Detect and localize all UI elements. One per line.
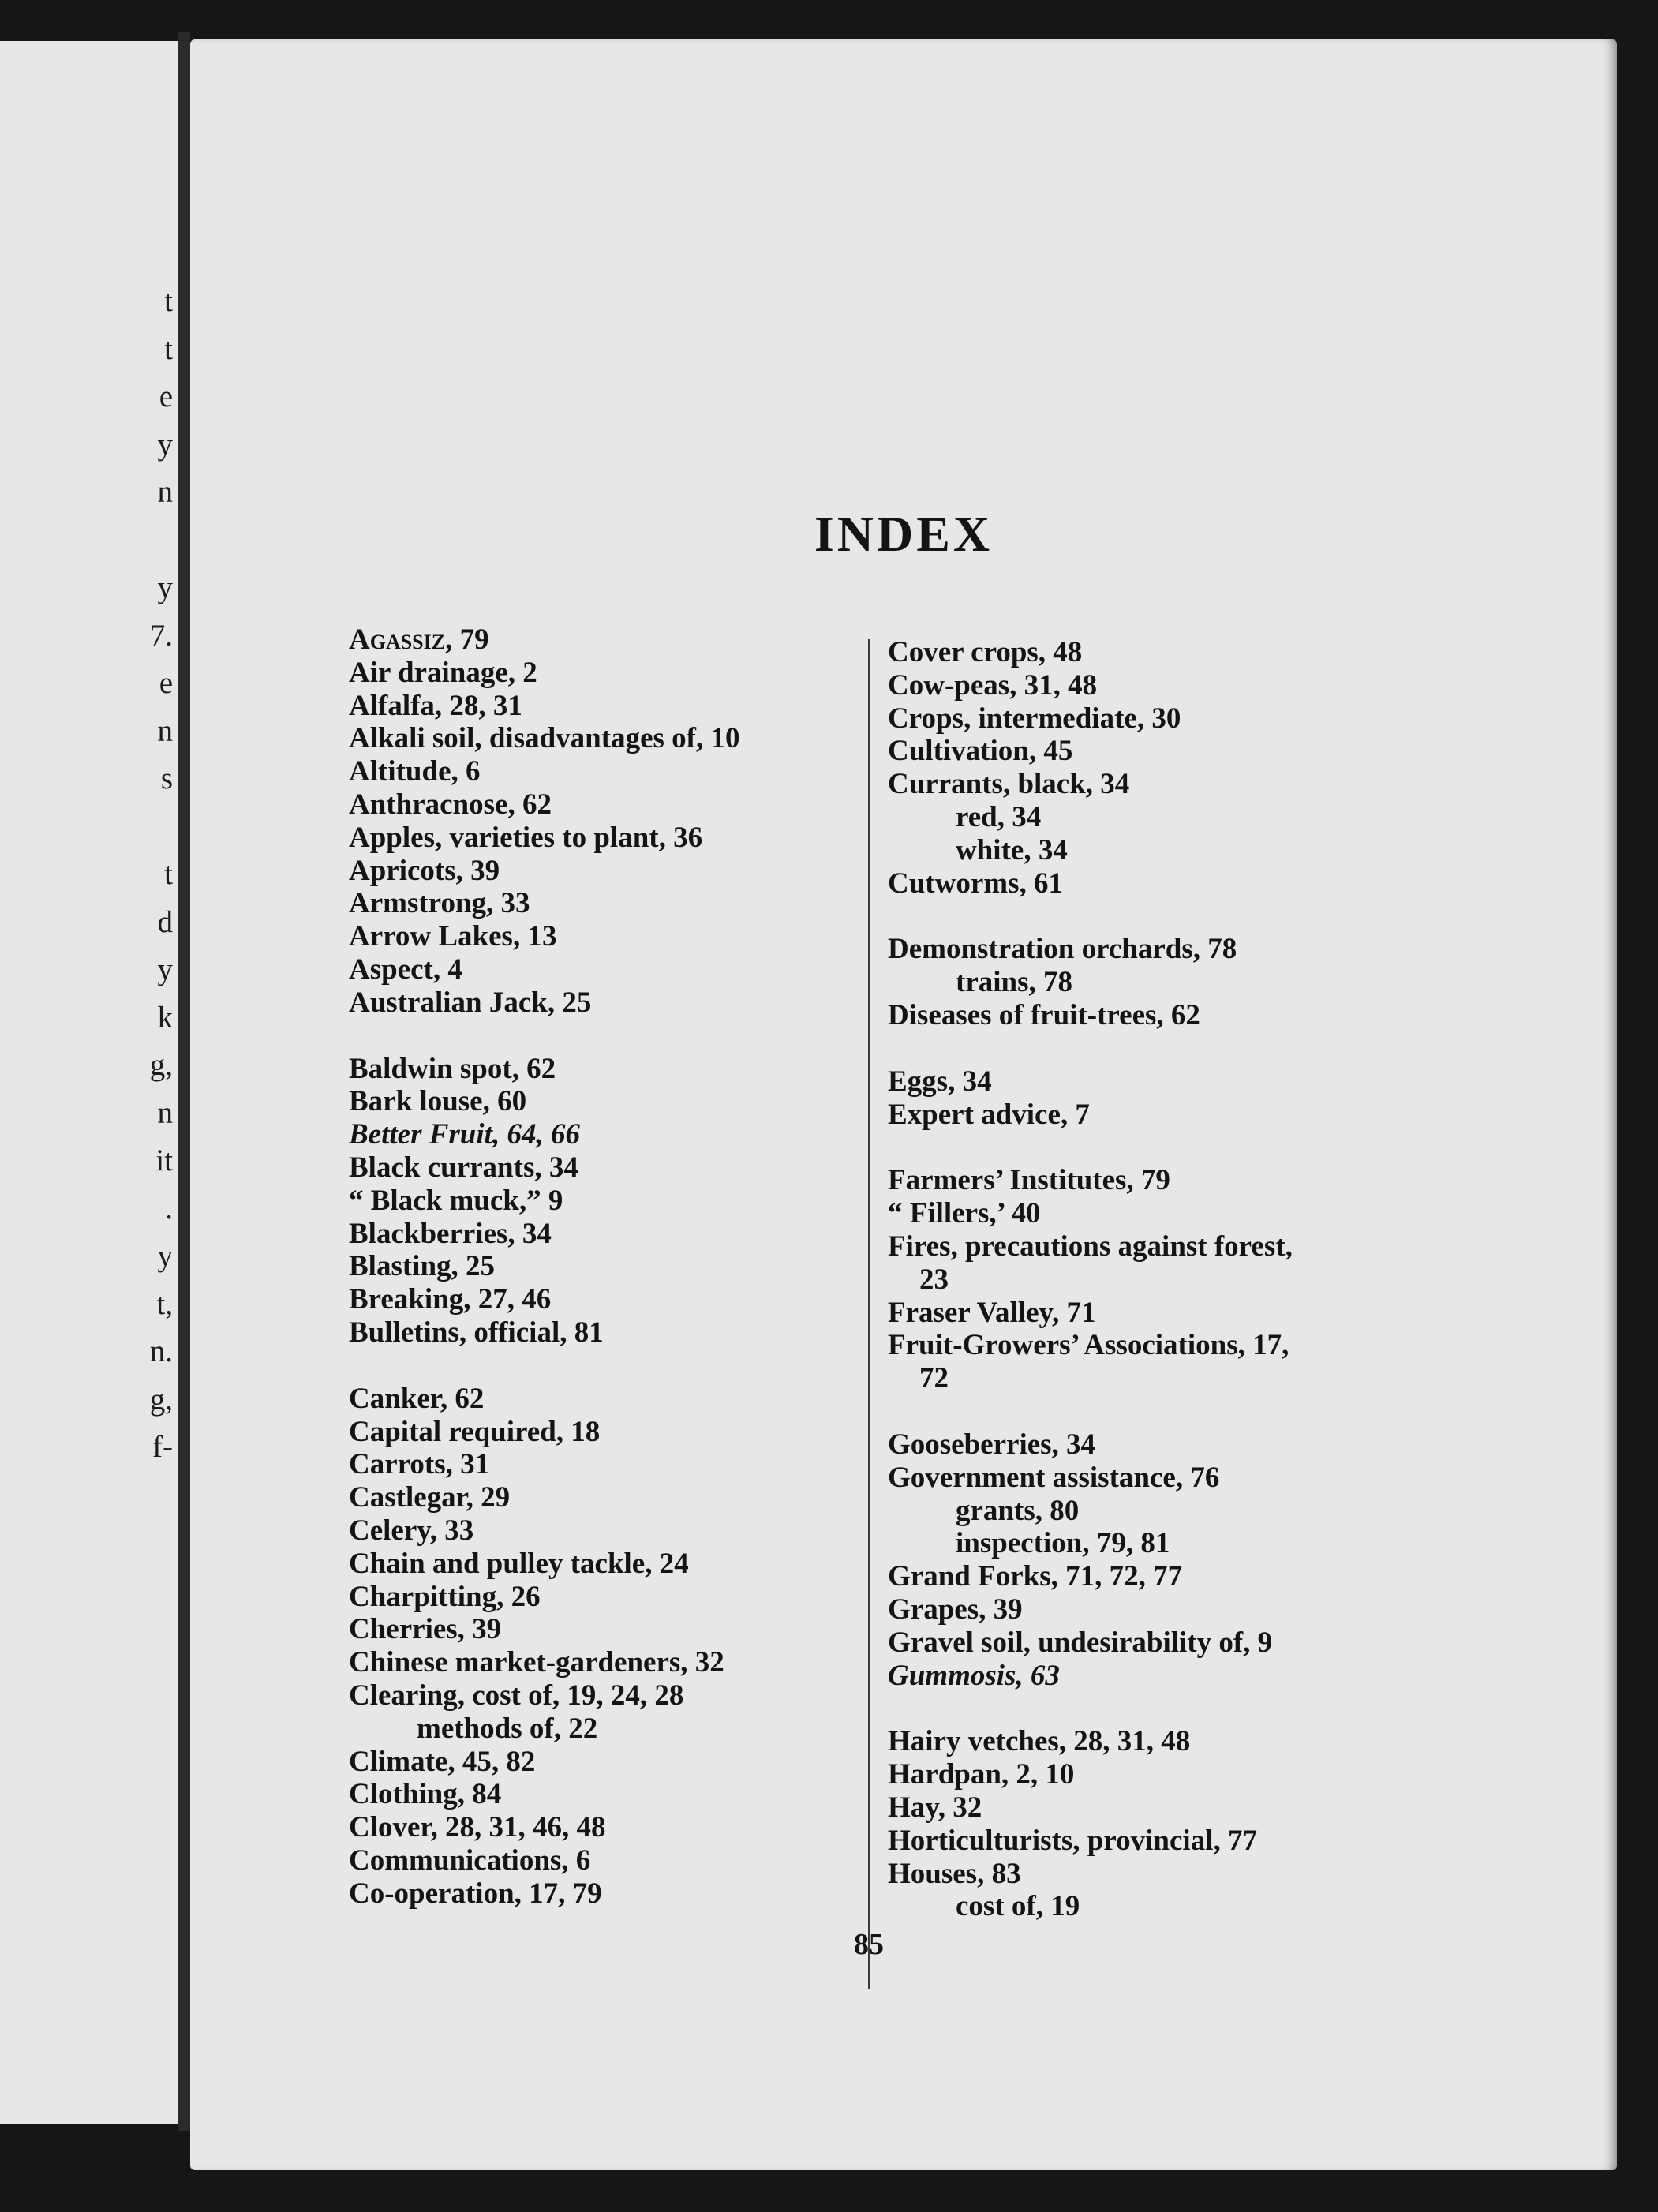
index-entry: Diseases of fruit-trees, 62 <box>888 998 1200 1031</box>
facing-page-fragment: y <box>157 1239 173 1273</box>
index-entry: inspection, 79, 81 <box>956 1527 1170 1560</box>
index-entry: Castlegar, 29 <box>349 1481 511 1514</box>
index-entry: Black currants, 34 <box>349 1151 578 1184</box>
index-entry: “ Black muck,” 9 <box>349 1184 563 1217</box>
index-entry: Chain and pulley tackle, 24 <box>349 1547 689 1580</box>
index-column-right <box>888 636 1582 1923</box>
facing-page-fragment: t <box>164 331 173 366</box>
index-entry: Houses, 83 <box>888 1857 1021 1890</box>
facing-page-fragment: n. <box>149 1334 173 1368</box>
index-entry: Communications, 6 <box>349 1843 591 1877</box>
facing-page-fragment: d <box>157 904 173 939</box>
facing-page-fragment: n <box>157 713 173 748</box>
index-entry: Fruit-Growers’ Associations, 17, <box>888 1329 1289 1362</box>
facing-page-fragment: . <box>165 1191 173 1226</box>
facing-page-fragment: t, <box>156 1286 173 1321</box>
index-entry: Blasting, 25 <box>349 1250 496 1283</box>
index-entry: Climate, 45, 82 <box>349 1745 536 1778</box>
index-entry: Agassiz, 79 <box>349 623 489 656</box>
index-entry: Gummosis, 63 <box>888 1659 1060 1692</box>
index-entry: grants, 80 <box>956 1494 1080 1527</box>
index-page <box>190 39 1617 2170</box>
index-entry: “ Fillers,’ 40 <box>888 1197 1041 1230</box>
index-entry: trains, 78 <box>956 966 1072 999</box>
facing-page-fragment <box>150 803 173 851</box>
index-entry: Horticulturists, provincial, 77 <box>888 1824 1257 1857</box>
index-entry: Expert advice, 7 <box>888 1098 1090 1131</box>
index-entry: Clothing, 84 <box>349 1778 502 1811</box>
index-entry: white, 34 <box>956 833 1068 866</box>
index-entry: Australian Jack, 25 <box>349 986 592 1019</box>
index-entry: Gravel soil, undesirability of, 9 <box>888 1626 1273 1659</box>
index-entry: Cow-peas, 31, 48 <box>888 668 1098 702</box>
index-entry: Cultivation, 45 <box>888 735 1073 768</box>
facing-page-fragment: s <box>160 762 173 795</box>
index-entry: red, 34 <box>956 800 1042 833</box>
page-number: 85 <box>854 1928 884 1961</box>
index-entry: Chinese market-gardeners, 32 <box>349 1646 724 1679</box>
index-entry: 23 <box>919 1263 949 1296</box>
facing-page-fragment: g, <box>149 1382 173 1417</box>
index-entry: Anthracnose, 62 <box>349 788 552 821</box>
index-entry: Charpitting, 26 <box>349 1580 541 1613</box>
facing-page-fragment: f- <box>152 1430 173 1464</box>
index-entry: Celery, 33 <box>349 1514 474 1547</box>
index-entry: Alfalfa, 28, 31 <box>349 689 522 722</box>
index-entry: cost of, 19 <box>956 1890 1080 1923</box>
facing-page-fragment: k <box>157 1000 173 1035</box>
index-entry: Bulletins, official, 81 <box>349 1316 604 1349</box>
facing-page-fragment: n <box>157 475 173 509</box>
facing-page-fragment: 7. <box>149 618 173 653</box>
index-entry: Carrots, 31 <box>349 1448 490 1481</box>
index-entry: Hairy vetches, 28, 31, 48 <box>888 1725 1191 1758</box>
facing-page-fragment: y <box>157 571 173 604</box>
facing-page <box>0 41 178 2124</box>
facing-page-fragment: g, <box>149 1048 173 1082</box>
index-entry: Clover, 28, 31, 46, 48 <box>349 1811 606 1844</box>
facing-page-fragment: e <box>159 380 173 414</box>
index-entry: Baldwin spot, 62 <box>349 1052 556 1085</box>
index-entry: Hay, 32 <box>888 1791 982 1824</box>
facing-page-fragment: y <box>157 427 173 462</box>
index-entry: Gooseberries, 34 <box>888 1428 1096 1461</box>
index-entry: Grapes, 39 <box>888 1593 1023 1626</box>
index-entry: Apricots, 39 <box>349 854 500 887</box>
index-entry: Canker, 62 <box>349 1382 485 1415</box>
index-entry: Alkali soil, disadvantages of, 10 <box>349 722 740 755</box>
facing-page-fragment <box>150 517 173 565</box>
index-entry: Cover crops, 48 <box>888 636 1083 668</box>
index-entry: Cherries, 39 <box>349 1613 502 1646</box>
index-entry: Breaking, 27, 46 <box>349 1283 552 1316</box>
index-entry: Blackberries, 34 <box>349 1217 552 1250</box>
facing-page-fragment: e <box>159 666 173 700</box>
facing-page-text-fragments <box>150 278 173 1472</box>
index-entry: Bark louse, 60 <box>349 1085 527 1118</box>
index-entry: Air drainage, 2 <box>349 656 537 689</box>
index-entry: Cutworms, 61 <box>888 866 1063 900</box>
index-entry: 72 <box>919 1362 949 1395</box>
page-title: INDEX <box>814 506 994 562</box>
index-entry: Eggs, 34 <box>888 1065 992 1098</box>
index-entry: Currants, black, 34 <box>888 768 1130 801</box>
index-entry: Fraser Valley, 71 <box>888 1296 1096 1329</box>
index-entry: Clearing, cost of, 19, 24, 28 <box>349 1679 684 1712</box>
book-gutter <box>178 32 190 2131</box>
index-entry: Hardpan, 2, 10 <box>888 1758 1075 1791</box>
index-entry: Altitude, 6 <box>349 755 481 788</box>
index-entry: Demonstration orchards, 78 <box>888 933 1237 966</box>
index-entry: Capital required, 18 <box>349 1415 601 1448</box>
index-entry: Grand Forks, 71, 72, 77 <box>888 1560 1183 1593</box>
facing-page-fragment: t <box>164 284 173 318</box>
index-entry: Crops, intermediate, 30 <box>888 702 1181 735</box>
index-entry: Co-operation, 17, 79 <box>349 1877 602 1910</box>
index-entry: Fires, precautions against forest, <box>888 1230 1293 1263</box>
index-entry: Aspect, 4 <box>349 953 462 986</box>
index-entry: Better Fruit, 64, 66 <box>349 1118 580 1151</box>
index-entry: Government assistance, 76 <box>888 1461 1220 1494</box>
facing-page-fragment: y <box>157 953 173 986</box>
facing-page-fragment: it <box>155 1143 173 1177</box>
facing-page-fragment: n <box>157 1095 173 1130</box>
index-entry: Apples, varieties to plant, 36 <box>349 821 703 854</box>
index-entry: Farmers’ Institutes, 79 <box>888 1164 1170 1197</box>
index-entry: methods of, 22 <box>417 1712 598 1745</box>
index-entry: Armstrong, 33 <box>349 887 530 920</box>
facing-page-fragment: t <box>164 857 173 891</box>
index-entry: Arrow Lakes, 13 <box>349 920 557 953</box>
